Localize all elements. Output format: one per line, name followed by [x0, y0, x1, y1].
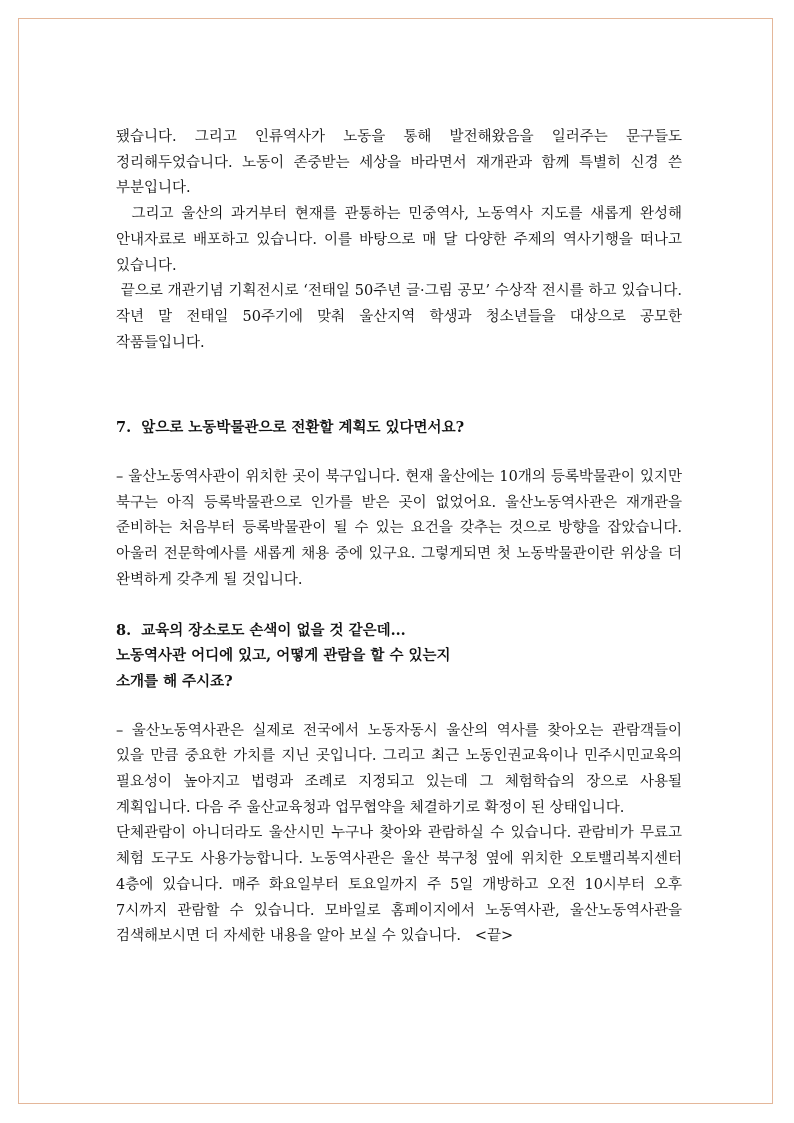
question-7-answer: – 울산노동역사관이 위치한 곳이 북구입니다. 현재 울산에는 10개의 등록박물관이 있지만 북구는 아직 등록박물관으로 인가를 받은 곳이 없었어요. 울산노동역사관은 재개관을 준비하는 처음부터 등록박물관이 될 수 있는 요건을 갖추는 것으로 방향을 잡았습니다. 아울러 전문학예사를 새롭게 채용 중에 있구요. 그렇게되면 첫 노동박물관이란 위상을 더 완벽하게 갖추게 될 것입니다. [116, 469, 682, 588]
question-8-heading-line-2: 노동역사관 어디에 있고, 어떻게 관람을 할 수 있는지 [116, 647, 451, 665]
question-8-answer [116, 719, 682, 950]
question-8-answer-paragraph-1: – 울산노동역사관은 실제로 전국에서 노동자동시 울산의 역사를 찾아오는 관람객들이 있을 만큼 중요한 가치를 지닌 곳입니다. 그리고 최근 노동인권교육이나 민주시민교육의 필요성이 높아지고 법령과 조례로 지정되고 있는데 그 체험학습의 장으로 사용될 계획입니다. 다음 주 울산교육청과 업무협약을 체결하기로 확정이 된 상태입니다. [116, 722, 682, 816]
question-8-heading-line-1: 8. 교육의 장소로도 손색이 없을 것 같은데... [116, 621, 406, 639]
intro-paragraph-2: 그리고 울산의 과거부터 현재를 관통하는 민중역사, 노동역사 지도를 새롭게 완성해 안내자료로 배포하고 있습니다. 이를 바탕으로 매 달 다양한 주제의 역사기행을 떠나고 있습니다. [116, 206, 682, 274]
document-body [116, 125, 682, 950]
question-8-heading-line-3: 소개를 해 주시죠? [116, 672, 233, 690]
intro-paragraph-3: 끝으로 개관기념 기획전시로 ‘전태일 50주년 글·그림 공모’ 수상작 전시를 하고 있습니다. 작년 말 전태일 50주기에 맞춰 울산지역 학생과 청소년들을 대상으로 공모한 작품들입니다. [116, 283, 682, 351]
intro-paragraph-1: 됐습니다. 그리고 인류역사가 노동을 통해 발전해왔음을 일러주는 문구들도 정리해두었습니다. 노동이 존중받는 세상을 바라면서 재개관과 함께 특별히 신경 쓴 부분입니다. [116, 129, 682, 197]
question-7-heading: 7. 앞으로 노동박물관으로 전환할 계획도 있다면서요? [116, 419, 465, 437]
question-8-heading [116, 618, 682, 695]
question-8-answer-paragraph-2: 단체관람이 아니더라도 울산시민 누구나 찾아와 관람하실 수 있습니다. 관람비가 무료고 체험 도구도 사용가능합니다. 노동역사관은 울산 북구청 옆에 위치한 오토밸리복지센터 4층에 있습니다. 매주 화요일부터 토요일까지 주 5일 개방하고 오전 10시부터 오후 7시까지 관람할 수 있습니다. 모바일로 홈페이지에서 노동역사관, 울산노동역사관을 검색해보시면 더 자세한 내용을 알아 보실 수 있습니다. <끝> [116, 825, 682, 945]
